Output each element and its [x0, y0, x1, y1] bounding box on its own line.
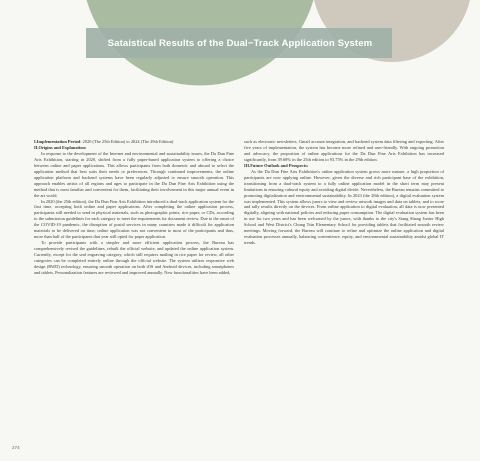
future-outlook-heading: III.Future Outlook and Prospects: [244, 162, 309, 168]
page-number: 274 [12, 445, 20, 450]
title-bar [0, 28, 480, 58]
body-paragraph: In 2020 (the 25th edition), the Da Dun Fine Arts Exhibition introduced a dual-track application system for the first time, accepting both online and paper applications. After completing the online application process, participants still needed to send in physical materials, such as photographic prints, rice paper, or CDs, according to the submission guidelines for each category to meet the requirements for document review. Due to the onset of the COVID-19 pandemic, the disruption of postal services in many countries made it difficult for application materials to be delivered on time; online application was not convenient to most of the participants and thus, more than half of the participants that year still opted for paper application. [34, 198, 234, 240]
body-paragraph: As the Da Dun Fine Arts Exhibition's online application system grows more mature, a high proportion of participants are now applying online. However, given the diverse and rich participant base of the exhibition, transitioning from a dual-track system to a fully online application model in the short term may present limitations in ensuring cultural equity and avoiding digital divide. Nevertheless, the Bureau remains committed to promoting digitalization and environmental sustainability. In 2023 (the 28th edition), a digital evaluation system was implemented. This system allows jurors to view and review artwork images and data on tablets, and to score and tally results directly on the devices. From online application to digital evaluation, all data is now presented digitally, aligning with national policies and reducing paper consumption. The digital evaluation system has been in use for two years and has been welcomed by the jurors, with thanks to the city's Siang Shang Junior High School and West District's Chung Tsin Elementary School for providing tablets that facilitated smooth review meetings. Moving forward, the Bureau will continue to refine and optimize the online application and digital evaluation processes annually, balancing convenience, equity, and environmental sustainability amidst global IT trends. [244, 168, 444, 246]
page-title: Sataistical Results of the Dual−Track Application System [107, 37, 373, 49]
body-paragraph: such as electronic newsletters, Gmail account integration, and backend system data filtering and exporting. After five years of implementation, the system has become more refined and user-friendly. With ongoing promotion and advocacy, the proportion of online applications for the Da Dun Fine Arts Exhibition has increased significantly, from 39.68% in the 25th edition to 93.75% in the 29th edition. [244, 139, 444, 162]
left-column [34, 139, 234, 276]
implementation-period-text: : 2020 (The 25th Edition) to 2024 (The 29th Edition) [80, 139, 174, 144]
origins-heading: II.Origins and Explanation: [34, 144, 87, 150]
right-column [244, 139, 444, 246]
implementation-period-label: I.Implementation Period [34, 139, 81, 144]
body-paragraph: In response to the development of the Internet and environmental and sustainability issues, the Da Dun Fine Arts Exhibition, starting in 2020, shifted from a fully paper-based application system to offering a choice between online and paper applications. This allows participants from both domestic and abroad to select the application method that best suits their needs or preferences. Through continued improvements, the online application platform and backend systems have been regularly adjusted to ensure smooth operation. This approach enables artists of all regions and ages to participate in the Da Dun Fine Arts Exhibition using the method that is most familiar and convenient for them, facilitating their involvement in this major annual event in the art world. [34, 150, 234, 198]
body-paragraph: To provide participants with a simpler and more efficient application process, the Bureau has comprehensively revised the guidelines, rebuilt the official website, and updated the online application system. Currently, except for the seal engraving category, which still requires mailing in rice paper for review, all other categories can be completed entirely online through the official website. The system utilizes responsive web design (RWD) technology, ensuring smooth operation on both iOS and Android devices, including smartphones and tablets. Personalization features are reviewed and improved annually. New functionalities have been added, [34, 240, 234, 275]
